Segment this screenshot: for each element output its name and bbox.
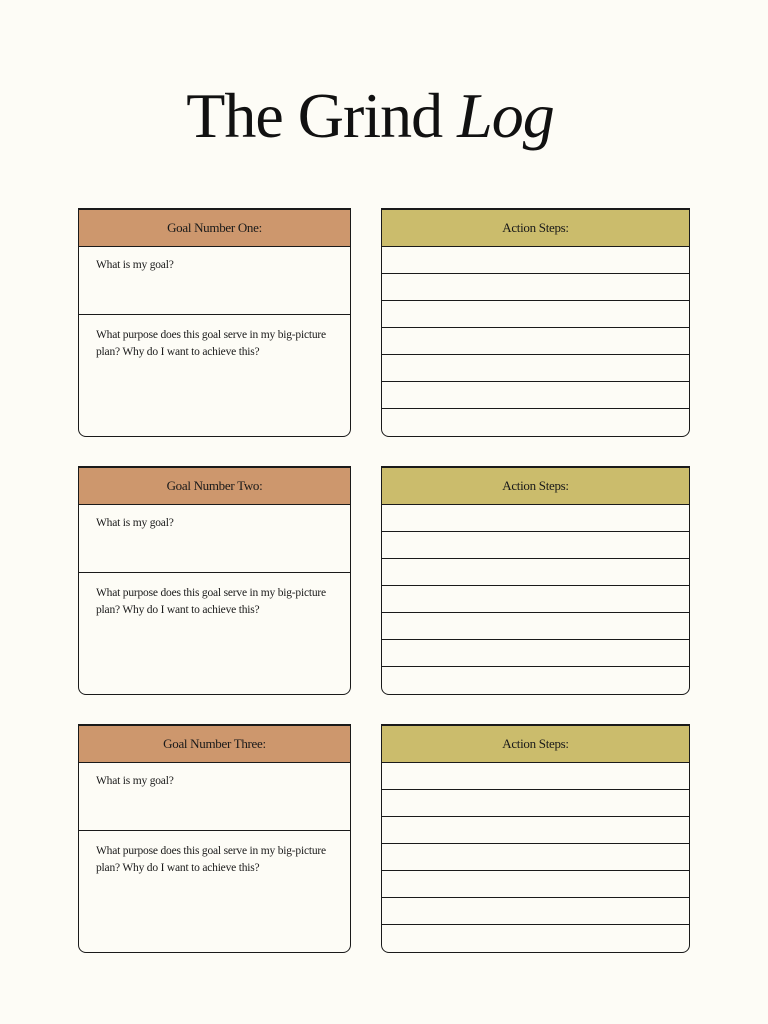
purpose-question-field[interactable]: What purpose does this goal serve in my big-picture plan? Why do I want to achieve this? xyxy=(96,587,326,616)
goal-card xyxy=(78,208,351,437)
goal-question-field[interactable]: What is my goal? xyxy=(79,247,350,315)
goal-question-field[interactable]: What is my goal? xyxy=(79,505,350,573)
goal-header: Goal Number Three: xyxy=(79,726,350,763)
action-step-line[interactable] xyxy=(382,844,689,871)
action-step-line[interactable] xyxy=(382,817,689,844)
purpose-question-field[interactable]: What purpose does this goal serve in my big-picture plan? Why do I want to achieve this? xyxy=(96,845,326,874)
goal-section-three xyxy=(78,724,690,952)
action-steps-header: Action Steps: xyxy=(382,468,689,505)
action-step-line[interactable] xyxy=(382,667,689,693)
action-steps-card xyxy=(381,724,690,953)
action-step-line[interactable] xyxy=(382,328,689,355)
action-step-line[interactable] xyxy=(382,898,689,925)
goal-card xyxy=(78,466,351,695)
action-step-line[interactable] xyxy=(382,409,689,435)
purpose-question-field[interactable]: What purpose does this goal serve in my big-picture plan? Why do I want to achieve this? xyxy=(96,329,326,358)
action-steps-card xyxy=(381,208,690,437)
action-steps-card xyxy=(381,466,690,695)
goal-section-two xyxy=(78,466,690,694)
action-step-line[interactable] xyxy=(382,505,689,532)
action-steps-header: Action Steps: xyxy=(382,210,689,247)
goal-question-field[interactable]: What is my goal? xyxy=(79,763,350,831)
action-step-line[interactable] xyxy=(382,274,689,301)
goal-header: Goal Number One: xyxy=(79,210,350,247)
goal-section-one xyxy=(78,208,690,436)
action-step-line[interactable] xyxy=(382,871,689,898)
action-step-line[interactable] xyxy=(382,640,689,667)
action-step-line[interactable] xyxy=(382,301,689,328)
action-step-line[interactable] xyxy=(382,532,689,559)
action-steps-header: Action Steps: xyxy=(382,726,689,763)
action-step-line[interactable] xyxy=(382,925,689,951)
title-italic: Log xyxy=(457,80,554,151)
action-step-line[interactable] xyxy=(382,586,689,613)
goal-header: Goal Number Two: xyxy=(79,468,350,505)
action-step-line[interactable] xyxy=(382,247,689,274)
page-title xyxy=(0,78,740,154)
action-step-line[interactable] xyxy=(382,763,689,790)
title-main: The Grind xyxy=(186,80,458,151)
action-step-line[interactable] xyxy=(382,382,689,409)
action-step-line[interactable] xyxy=(382,355,689,382)
action-step-line[interactable] xyxy=(382,790,689,817)
action-step-line[interactable] xyxy=(382,613,689,640)
goal-card xyxy=(78,724,351,953)
action-step-line[interactable] xyxy=(382,559,689,586)
